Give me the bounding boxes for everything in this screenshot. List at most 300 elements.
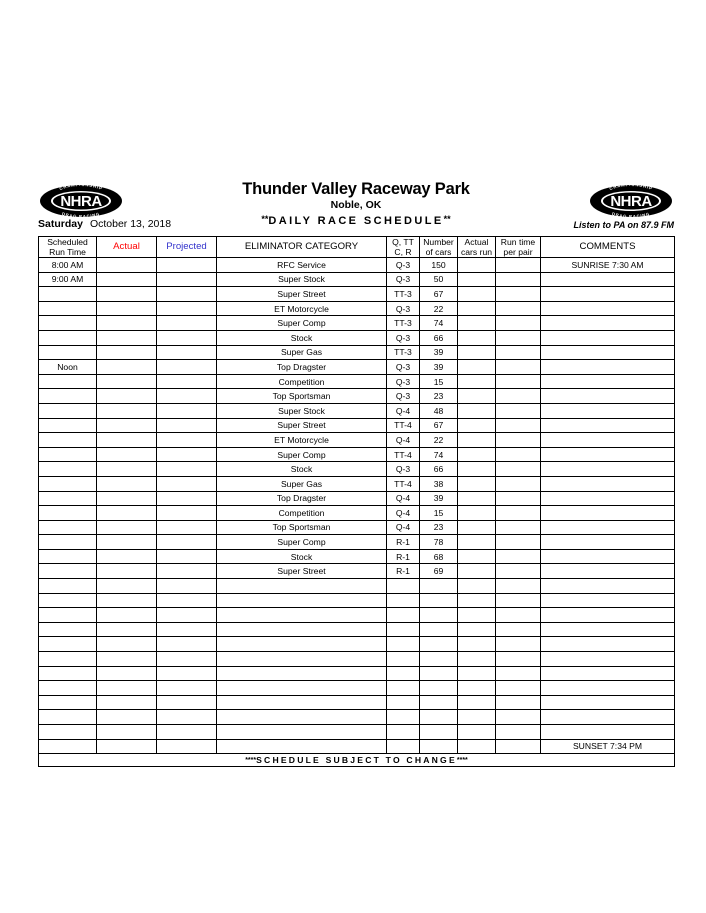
cell-comments[interactable] (541, 287, 675, 302)
cell-actual-cars-run[interactable] (458, 520, 496, 535)
cell-scheduled-run-time[interactable] (39, 681, 97, 696)
cell-comments[interactable] (541, 374, 675, 389)
cell-run-time-per-pair[interactable] (496, 622, 541, 637)
cell-comments[interactable] (541, 725, 675, 740)
cell-comments[interactable] (541, 316, 675, 331)
cell-scheduled-run-time[interactable] (39, 535, 97, 550)
cell-q-tt-c-r[interactable]: Q-3 (387, 389, 420, 404)
cell-eliminator-category[interactable]: Super Stock (217, 403, 387, 418)
cell-run-time-per-pair[interactable] (496, 695, 541, 710)
cell-q-tt-c-r[interactable]: Q-3 (387, 360, 420, 375)
cell-comments[interactable] (541, 622, 675, 637)
cell-actual-cars-run[interactable] (458, 622, 496, 637)
cell-comments[interactable] (541, 564, 675, 579)
cell-q-tt-c-r[interactable]: R-1 (387, 549, 420, 564)
cell-run-time-per-pair[interactable] (496, 739, 541, 754)
cell-run-time-per-pair[interactable] (496, 433, 541, 448)
cell-eliminator-category[interactable] (217, 725, 387, 740)
cell-q-tt-c-r[interactable]: Q-4 (387, 491, 420, 506)
cell-run-time-per-pair[interactable] (496, 681, 541, 696)
cell-projected-time[interactable] (157, 258, 217, 273)
cell-number-of-cars[interactable] (420, 652, 458, 667)
cell-projected-time[interactable] (157, 695, 217, 710)
cell-q-tt-c-r[interactable] (387, 725, 420, 740)
cell-q-tt-c-r[interactable]: Q-3 (387, 258, 420, 273)
cell-scheduled-run-time[interactable] (39, 506, 97, 521)
cell-projected-time[interactable] (157, 579, 217, 594)
cell-projected-time[interactable] (157, 506, 217, 521)
cell-scheduled-run-time[interactable] (39, 695, 97, 710)
cell-actual-cars-run[interactable] (458, 476, 496, 491)
cell-actual-cars-run[interactable] (458, 345, 496, 360)
cell-comments[interactable] (541, 418, 675, 433)
cell-actual-time[interactable] (97, 389, 157, 404)
cell-comments[interactable] (541, 608, 675, 623)
cell-comments[interactable] (541, 666, 675, 681)
cell-actual-cars-run[interactable] (458, 608, 496, 623)
cell-actual-cars-run[interactable] (458, 564, 496, 579)
cell-comments[interactable] (541, 593, 675, 608)
cell-q-tt-c-r[interactable]: Q-3 (387, 272, 420, 287)
cell-comments[interactable] (541, 652, 675, 667)
cell-comments[interactable] (541, 389, 675, 404)
cell-scheduled-run-time[interactable] (39, 330, 97, 345)
cell-eliminator-category[interactable]: Super Comp (217, 447, 387, 462)
cell-eliminator-category[interactable]: Top Dragster (217, 360, 387, 375)
cell-projected-time[interactable] (157, 389, 217, 404)
cell-q-tt-c-r[interactable] (387, 652, 420, 667)
cell-actual-time[interactable] (97, 418, 157, 433)
cell-comments[interactable] (541, 272, 675, 287)
cell-run-time-per-pair[interactable] (496, 666, 541, 681)
cell-scheduled-run-time[interactable] (39, 433, 97, 448)
cell-run-time-per-pair[interactable] (496, 535, 541, 550)
cell-actual-time[interactable] (97, 403, 157, 418)
cell-projected-time[interactable] (157, 652, 217, 667)
cell-scheduled-run-time[interactable] (39, 608, 97, 623)
cell-projected-time[interactable] (157, 316, 217, 331)
cell-actual-cars-run[interactable] (458, 637, 496, 652)
cell-actual-time[interactable] (97, 564, 157, 579)
cell-comments[interactable] (541, 447, 675, 462)
cell-comments[interactable] (541, 695, 675, 710)
cell-projected-time[interactable] (157, 447, 217, 462)
cell-number-of-cars[interactable] (420, 695, 458, 710)
cell-actual-cars-run[interactable] (458, 374, 496, 389)
cell-projected-time[interactable] (157, 433, 217, 448)
cell-scheduled-run-time[interactable] (39, 549, 97, 564)
cell-q-tt-c-r[interactable]: TT-4 (387, 418, 420, 433)
cell-q-tt-c-r[interactable]: Q-3 (387, 301, 420, 316)
cell-actual-time[interactable] (97, 579, 157, 594)
cell-actual-cars-run[interactable] (458, 301, 496, 316)
cell-scheduled-run-time[interactable] (39, 345, 97, 360)
cell-eliminator-category[interactable] (217, 739, 387, 754)
cell-scheduled-run-time[interactable] (39, 418, 97, 433)
cell-actual-cars-run[interactable] (458, 462, 496, 477)
cell-actual-time[interactable] (97, 535, 157, 550)
cell-scheduled-run-time[interactable] (39, 462, 97, 477)
cell-actual-cars-run[interactable] (458, 695, 496, 710)
cell-comments[interactable]: SUNRISE 7:30 AM (541, 258, 675, 273)
cell-comments[interactable] (541, 520, 675, 535)
cell-number-of-cars[interactable] (420, 710, 458, 725)
cell-actual-time[interactable] (97, 652, 157, 667)
cell-actual-time[interactable] (97, 345, 157, 360)
cell-eliminator-category[interactable]: Super Gas (217, 476, 387, 491)
cell-q-tt-c-r[interactable]: Q-4 (387, 403, 420, 418)
cell-eliminator-category[interactable] (217, 608, 387, 623)
cell-actual-cars-run[interactable] (458, 535, 496, 550)
cell-actual-time[interactable] (97, 462, 157, 477)
cell-eliminator-category[interactable] (217, 695, 387, 710)
cell-eliminator-category[interactable]: Super Street (217, 287, 387, 302)
cell-actual-cars-run[interactable] (458, 389, 496, 404)
cell-projected-time[interactable] (157, 622, 217, 637)
cell-q-tt-c-r[interactable]: TT-3 (387, 287, 420, 302)
cell-actual-cars-run[interactable] (458, 491, 496, 506)
cell-actual-time[interactable] (97, 549, 157, 564)
cell-actual-time[interactable] (97, 637, 157, 652)
cell-actual-time[interactable] (97, 301, 157, 316)
cell-q-tt-c-r[interactable]: R-1 (387, 564, 420, 579)
cell-comments[interactable]: SUNSET 7:34 PM (541, 739, 675, 754)
cell-number-of-cars[interactable]: 69 (420, 564, 458, 579)
cell-eliminator-category[interactable] (217, 710, 387, 725)
cell-actual-time[interactable] (97, 447, 157, 462)
cell-number-of-cars[interactable]: 66 (420, 462, 458, 477)
cell-number-of-cars[interactable]: 66 (420, 330, 458, 345)
cell-scheduled-run-time[interactable] (39, 447, 97, 462)
cell-comments[interactable] (541, 710, 675, 725)
cell-number-of-cars[interactable]: 67 (420, 418, 458, 433)
cell-q-tt-c-r[interactable]: Q-3 (387, 374, 420, 389)
cell-actual-cars-run[interactable] (458, 272, 496, 287)
cell-actual-time[interactable] (97, 739, 157, 754)
cell-actual-cars-run[interactable] (458, 593, 496, 608)
cell-scheduled-run-time[interactable] (39, 739, 97, 754)
cell-eliminator-category[interactable]: Stock (217, 462, 387, 477)
cell-scheduled-run-time[interactable] (39, 476, 97, 491)
cell-run-time-per-pair[interactable] (496, 462, 541, 477)
cell-actual-time[interactable] (97, 710, 157, 725)
cell-run-time-per-pair[interactable] (496, 710, 541, 725)
cell-scheduled-run-time[interactable] (39, 491, 97, 506)
cell-projected-time[interactable] (157, 301, 217, 316)
cell-run-time-per-pair[interactable] (496, 258, 541, 273)
cell-scheduled-run-time[interactable] (39, 622, 97, 637)
cell-comments[interactable] (541, 403, 675, 418)
cell-projected-time[interactable] (157, 403, 217, 418)
cell-comments[interactable] (541, 549, 675, 564)
cell-comments[interactable] (541, 535, 675, 550)
cell-eliminator-category[interactable]: Super Stock (217, 272, 387, 287)
cell-actual-cars-run[interactable] (458, 681, 496, 696)
cell-number-of-cars[interactable] (420, 593, 458, 608)
cell-q-tt-c-r[interactable] (387, 681, 420, 696)
cell-number-of-cars[interactable]: 38 (420, 476, 458, 491)
cell-projected-time[interactable] (157, 418, 217, 433)
cell-eliminator-category[interactable]: Top Dragster (217, 491, 387, 506)
cell-run-time-per-pair[interactable] (496, 403, 541, 418)
cell-actual-time[interactable] (97, 433, 157, 448)
cell-number-of-cars[interactable]: 39 (420, 345, 458, 360)
cell-number-of-cars[interactable] (420, 579, 458, 594)
cell-projected-time[interactable] (157, 608, 217, 623)
cell-scheduled-run-time[interactable] (39, 287, 97, 302)
cell-actual-cars-run[interactable] (458, 666, 496, 681)
cell-actual-time[interactable] (97, 374, 157, 389)
cell-number-of-cars[interactable]: 150 (420, 258, 458, 273)
cell-eliminator-category[interactable]: Super Comp (217, 535, 387, 550)
cell-q-tt-c-r[interactable]: Q-4 (387, 520, 420, 535)
cell-number-of-cars[interactable] (420, 666, 458, 681)
cell-run-time-per-pair[interactable] (496, 374, 541, 389)
cell-actual-cars-run[interactable] (458, 506, 496, 521)
cell-run-time-per-pair[interactable] (496, 301, 541, 316)
cell-number-of-cars[interactable] (420, 739, 458, 754)
cell-comments[interactable] (541, 345, 675, 360)
cell-comments[interactable] (541, 330, 675, 345)
cell-number-of-cars[interactable]: 22 (420, 301, 458, 316)
cell-number-of-cars[interactable]: 15 (420, 506, 458, 521)
cell-actual-cars-run[interactable] (458, 418, 496, 433)
cell-actual-time[interactable] (97, 593, 157, 608)
cell-projected-time[interactable] (157, 681, 217, 696)
cell-run-time-per-pair[interactable] (496, 579, 541, 594)
cell-run-time-per-pair[interactable] (496, 593, 541, 608)
cell-projected-time[interactable] (157, 491, 217, 506)
cell-actual-time[interactable] (97, 506, 157, 521)
cell-comments[interactable] (541, 462, 675, 477)
cell-run-time-per-pair[interactable] (496, 476, 541, 491)
cell-actual-time[interactable] (97, 622, 157, 637)
cell-number-of-cars[interactable] (420, 725, 458, 740)
cell-projected-time[interactable] (157, 360, 217, 375)
cell-q-tt-c-r[interactable]: Q-3 (387, 462, 420, 477)
cell-actual-time[interactable] (97, 316, 157, 331)
cell-eliminator-category[interactable]: Stock (217, 549, 387, 564)
cell-actual-cars-run[interactable] (458, 360, 496, 375)
cell-comments[interactable] (541, 433, 675, 448)
cell-eliminator-category[interactable]: Stock (217, 330, 387, 345)
cell-projected-time[interactable] (157, 666, 217, 681)
cell-projected-time[interactable] (157, 272, 217, 287)
cell-actual-time[interactable] (97, 287, 157, 302)
cell-number-of-cars[interactable]: 39 (420, 491, 458, 506)
cell-q-tt-c-r[interactable] (387, 593, 420, 608)
cell-projected-time[interactable] (157, 637, 217, 652)
cell-projected-time[interactable] (157, 345, 217, 360)
cell-actual-time[interactable] (97, 491, 157, 506)
cell-number-of-cars[interactable]: 50 (420, 272, 458, 287)
cell-run-time-per-pair[interactable] (496, 637, 541, 652)
cell-run-time-per-pair[interactable] (496, 506, 541, 521)
cell-run-time-per-pair[interactable] (496, 491, 541, 506)
cell-run-time-per-pair[interactable] (496, 520, 541, 535)
cell-run-time-per-pair[interactable] (496, 360, 541, 375)
cell-projected-time[interactable] (157, 725, 217, 740)
cell-eliminator-category[interactable] (217, 622, 387, 637)
cell-run-time-per-pair[interactable] (496, 345, 541, 360)
cell-eliminator-category[interactable] (217, 666, 387, 681)
cell-scheduled-run-time[interactable] (39, 564, 97, 579)
cell-actual-cars-run[interactable] (458, 549, 496, 564)
cell-q-tt-c-r[interactable]: Q-4 (387, 433, 420, 448)
cell-projected-time[interactable] (157, 476, 217, 491)
cell-actual-cars-run[interactable] (458, 447, 496, 462)
cell-q-tt-c-r[interactable]: TT-4 (387, 476, 420, 491)
cell-q-tt-c-r[interactable]: TT-4 (387, 447, 420, 462)
cell-projected-time[interactable] (157, 520, 217, 535)
cell-projected-time[interactable] (157, 739, 217, 754)
cell-scheduled-run-time[interactable] (39, 579, 97, 594)
cell-actual-cars-run[interactable] (458, 330, 496, 345)
cell-comments[interactable] (541, 301, 675, 316)
cell-scheduled-run-time[interactable] (39, 652, 97, 667)
cell-actual-cars-run[interactable] (458, 579, 496, 594)
cell-run-time-per-pair[interactable] (496, 418, 541, 433)
cell-eliminator-category[interactable]: Competition (217, 506, 387, 521)
cell-number-of-cars[interactable] (420, 622, 458, 637)
cell-eliminator-category[interactable]: Super Gas (217, 345, 387, 360)
cell-scheduled-run-time[interactable] (39, 520, 97, 535)
cell-scheduled-run-time[interactable] (39, 389, 97, 404)
cell-eliminator-category[interactable]: Top Sportsman (217, 520, 387, 535)
cell-run-time-per-pair[interactable] (496, 652, 541, 667)
cell-number-of-cars[interactable] (420, 681, 458, 696)
cell-number-of-cars[interactable]: 74 (420, 316, 458, 331)
cell-comments[interactable] (541, 681, 675, 696)
cell-eliminator-category[interactable] (217, 579, 387, 594)
cell-actual-time[interactable] (97, 330, 157, 345)
cell-eliminator-category[interactable]: ET Motorcycle (217, 433, 387, 448)
cell-eliminator-category[interactable] (217, 637, 387, 652)
cell-actual-time[interactable] (97, 272, 157, 287)
cell-scheduled-run-time[interactable] (39, 725, 97, 740)
cell-number-of-cars[interactable]: 23 (420, 389, 458, 404)
cell-projected-time[interactable] (157, 549, 217, 564)
cell-actual-time[interactable] (97, 258, 157, 273)
cell-eliminator-category[interactable] (217, 681, 387, 696)
cell-projected-time[interactable] (157, 374, 217, 389)
cell-scheduled-run-time[interactable] (39, 301, 97, 316)
cell-actual-cars-run[interactable] (458, 739, 496, 754)
cell-run-time-per-pair[interactable] (496, 725, 541, 740)
cell-number-of-cars[interactable]: 39 (420, 360, 458, 375)
cell-projected-time[interactable] (157, 593, 217, 608)
cell-eliminator-category[interactable]: RFC Service (217, 258, 387, 273)
cell-run-time-per-pair[interactable] (496, 330, 541, 345)
cell-scheduled-run-time[interactable]: 9:00 AM (39, 272, 97, 287)
cell-projected-time[interactable] (157, 330, 217, 345)
cell-actual-time[interactable] (97, 520, 157, 535)
cell-q-tt-c-r[interactable]: Q-3 (387, 330, 420, 345)
cell-run-time-per-pair[interactable] (496, 564, 541, 579)
cell-actual-cars-run[interactable] (458, 403, 496, 418)
cell-comments[interactable] (541, 476, 675, 491)
cell-scheduled-run-time[interactable]: Noon (39, 360, 97, 375)
cell-scheduled-run-time[interactable]: 8:00 AM (39, 258, 97, 273)
cell-q-tt-c-r[interactable] (387, 710, 420, 725)
cell-q-tt-c-r[interactable]: Q-4 (387, 506, 420, 521)
cell-scheduled-run-time[interactable] (39, 593, 97, 608)
cell-q-tt-c-r[interactable] (387, 637, 420, 652)
cell-comments[interactable] (541, 579, 675, 594)
cell-projected-time[interactable] (157, 462, 217, 477)
cell-comments[interactable] (541, 360, 675, 375)
cell-eliminator-category[interactable]: Top Sportsman (217, 389, 387, 404)
cell-scheduled-run-time[interactable] (39, 316, 97, 331)
cell-projected-time[interactable] (157, 710, 217, 725)
cell-projected-time[interactable] (157, 564, 217, 579)
cell-actual-cars-run[interactable] (458, 287, 496, 302)
cell-number-of-cars[interactable]: 22 (420, 433, 458, 448)
cell-eliminator-category[interactable] (217, 652, 387, 667)
cell-run-time-per-pair[interactable] (496, 549, 541, 564)
cell-eliminator-category[interactable]: Super Street (217, 564, 387, 579)
cell-run-time-per-pair[interactable] (496, 272, 541, 287)
cell-q-tt-c-r[interactable]: TT-3 (387, 316, 420, 331)
cell-scheduled-run-time[interactable] (39, 710, 97, 725)
cell-actual-cars-run[interactable] (458, 725, 496, 740)
cell-q-tt-c-r[interactable] (387, 622, 420, 637)
cell-eliminator-category[interactable]: ET Motorcycle (217, 301, 387, 316)
cell-eliminator-category[interactable]: Super Street (217, 418, 387, 433)
cell-run-time-per-pair[interactable] (496, 316, 541, 331)
cell-actual-time[interactable] (97, 681, 157, 696)
cell-run-time-per-pair[interactable] (496, 608, 541, 623)
cell-number-of-cars[interactable]: 23 (420, 520, 458, 535)
cell-run-time-per-pair[interactable] (496, 447, 541, 462)
cell-run-time-per-pair[interactable] (496, 389, 541, 404)
cell-actual-time[interactable] (97, 725, 157, 740)
cell-number-of-cars[interactable] (420, 637, 458, 652)
cell-number-of-cars[interactable]: 78 (420, 535, 458, 550)
cell-number-of-cars[interactable]: 74 (420, 447, 458, 462)
cell-actual-cars-run[interactable] (458, 652, 496, 667)
cell-q-tt-c-r[interactable]: TT-3 (387, 345, 420, 360)
cell-q-tt-c-r[interactable] (387, 666, 420, 681)
cell-q-tt-c-r[interactable] (387, 739, 420, 754)
cell-actual-time[interactable] (97, 476, 157, 491)
cell-comments[interactable] (541, 637, 675, 652)
cell-scheduled-run-time[interactable] (39, 374, 97, 389)
cell-projected-time[interactable] (157, 535, 217, 550)
cell-actual-cars-run[interactable] (458, 316, 496, 331)
cell-scheduled-run-time[interactable] (39, 666, 97, 681)
cell-comments[interactable] (541, 491, 675, 506)
cell-number-of-cars[interactable] (420, 608, 458, 623)
cell-q-tt-c-r[interactable] (387, 579, 420, 594)
cell-projected-time[interactable] (157, 287, 217, 302)
cell-actual-cars-run[interactable] (458, 710, 496, 725)
cell-number-of-cars[interactable]: 15 (420, 374, 458, 389)
cell-number-of-cars[interactable]: 67 (420, 287, 458, 302)
cell-number-of-cars[interactable]: 48 (420, 403, 458, 418)
cell-eliminator-category[interactable]: Super Comp (217, 316, 387, 331)
cell-comments[interactable] (541, 506, 675, 521)
cell-q-tt-c-r[interactable] (387, 695, 420, 710)
cell-number-of-cars[interactable]: 68 (420, 549, 458, 564)
cell-actual-time[interactable] (97, 666, 157, 681)
cell-actual-time[interactable] (97, 608, 157, 623)
cell-eliminator-category[interactable] (217, 593, 387, 608)
cell-scheduled-run-time[interactable] (39, 637, 97, 652)
cell-actual-cars-run[interactable] (458, 258, 496, 273)
cell-eliminator-category[interactable]: Competition (217, 374, 387, 389)
cell-actual-time[interactable] (97, 695, 157, 710)
